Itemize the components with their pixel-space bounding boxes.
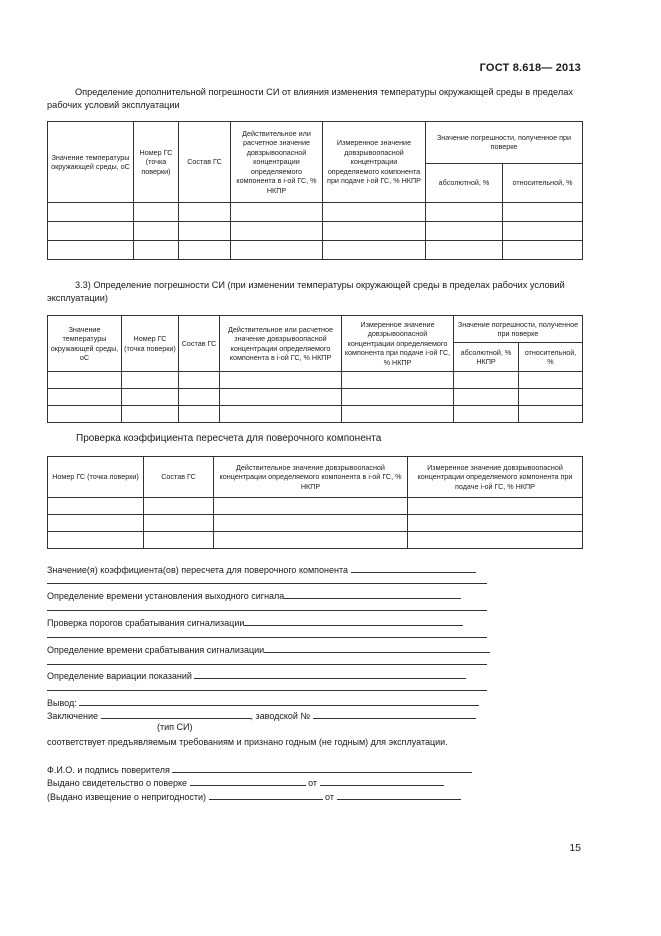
alarm-thresholds-label: Проверка порогов срабатывания сигнализации	[47, 618, 245, 628]
verdict-label: Заключение	[47, 711, 98, 721]
verifier-label: Ф.И.О. и подпись поверителя	[47, 765, 170, 775]
verifier-line	[47, 763, 472, 775]
col-error-header: Значение погрешности, полученное при поверке	[454, 316, 583, 343]
conclusion-input[interactable]	[79, 696, 479, 706]
alarm-thresholds-line	[47, 616, 463, 628]
table-row	[48, 389, 583, 406]
output-time-input[interactable]	[284, 589, 461, 599]
blank-line[interactable]	[47, 664, 487, 665]
col-measured-header: Измеренное значение довзрывоопасной концентрации определяемого компонента при подаче i-ой ГС, % НКПР	[342, 316, 454, 372]
blank-line[interactable]	[47, 583, 487, 584]
serial-number-input[interactable]	[313, 709, 476, 719]
col-measured-header: Измеренное значение довзрывоопасной концентрации определяемого компонента при подаче i-ой ГС, % НКПР	[323, 122, 426, 203]
notice-label: (Выдано извещение о непригодности)	[47, 792, 207, 802]
conclusion-label: Вывод:	[47, 698, 77, 708]
col-gs-number-header: Номер ГС (точка поверки)	[134, 122, 179, 203]
notice-line	[47, 790, 461, 802]
instrument-type-input[interactable]	[101, 709, 251, 719]
output-time-line	[47, 589, 461, 601]
col-gs-composition-header: Состав ГС	[179, 122, 231, 203]
verdict-line	[47, 709, 476, 721]
serial-label: , заводской №	[250, 711, 311, 721]
alarm-time-line	[47, 643, 490, 655]
variation-line	[47, 669, 466, 681]
working-conditions-error-table	[47, 315, 583, 423]
coef-input[interactable]	[351, 563, 476, 573]
table-row	[48, 498, 583, 515]
variation-label: Определение вариации показаний	[47, 671, 192, 681]
coef-line	[47, 563, 476, 575]
table-row	[48, 372, 583, 389]
table-row	[48, 515, 583, 532]
table-row	[48, 241, 583, 260]
col-actual-header: Действительное или расчетное значение довзрывоопасной концентрации определяемого компонента в i-ой ГС, % НКПР	[220, 316, 342, 372]
table-row	[48, 203, 583, 222]
type-hint: (тип СИ)	[157, 722, 193, 732]
compliance-text: соответствует предъявляемым требованиям и признано годным (не годным) для эксплуатации.	[47, 737, 448, 747]
certificate-line	[47, 776, 444, 788]
alarm-time-input[interactable]	[264, 643, 490, 653]
conversion-coefficient-table	[47, 456, 583, 549]
col-temp-header: Значение температуры окружающей среды, оС	[48, 316, 122, 372]
document-header: ГОСТ 8.618— 2013	[479, 62, 581, 74]
variation-input[interactable]	[194, 669, 466, 679]
col-error-header: Значение погрешности, полученное при поверке	[426, 122, 583, 164]
table-row	[48, 222, 583, 241]
notice-number-input[interactable]	[209, 790, 323, 800]
col-rel-header: относительной, %	[503, 163, 583, 203]
col-gs-number-header: Номер ГС (точка поверки)	[122, 316, 179, 372]
blank-line[interactable]	[47, 690, 487, 691]
conclusion-line	[47, 696, 479, 708]
alarm-thresholds-input[interactable]	[244, 616, 463, 626]
col-temp-header: Значение температуры окружающей среды, оС	[48, 122, 134, 203]
col-actual-header: Действительное значение довзрывоопасной концентрации определяемого компонента в i-ой ГС, % НКПР	[214, 457, 408, 498]
col-abs-header: абсолютной, %	[426, 163, 503, 203]
col-gs-number-header: Номер ГС (точка поверки)	[48, 457, 144, 498]
certificate-date-input[interactable]	[320, 776, 444, 786]
notice-date-input[interactable]	[337, 790, 461, 800]
certificate-label: Выдано свидетельство о поверке	[47, 778, 188, 788]
blank-line[interactable]	[47, 637, 487, 638]
alarm-time-label: Определение времени срабатывания сигнализации	[47, 645, 265, 655]
col-actual-header: Действительное или расчетное значение довзрывоопасной концентрации определяемого компонента в i-ой ГС, % НКПР	[231, 122, 323, 203]
from-label: от	[308, 778, 318, 788]
col-abs-header: абсолютной, % НКПР	[454, 343, 519, 372]
section3-title: Проверка коэффициента пересчета для поверочного компонента	[76, 433, 382, 444]
section2-title: 3.3) Определение погрешности СИ (при изменении температуры окружающей среды в пределах рабочих условий эксплуатации)	[47, 280, 565, 303]
coef-label: Значение(я) коэффициента(ов) пересчета для поверочного компонента	[47, 565, 349, 575]
section1-title: Определение дополнительной погрешности СИ от влияния изменения температуры окружающей среды в пределах рабочих условий эксплуатации	[47, 87, 573, 110]
col-measured-header: Измеренное значение довзрывоопасной концентрации определяемого компонента при подаче i-ой ГС, % НКПР	[408, 457, 583, 498]
temperature-error-table	[47, 121, 583, 260]
page-number: 15	[569, 842, 581, 854]
verifier-input[interactable]	[172, 763, 472, 773]
col-rel-header: относительной, %	[519, 343, 583, 372]
certificate-number-input[interactable]	[190, 776, 306, 786]
col-gs-composition-header: Состав ГС	[144, 457, 214, 498]
from-label: от	[325, 792, 334, 802]
col-gs-composition-header: Состав ГС	[179, 316, 220, 372]
output-time-label: Определение времени установления выходного сигнала	[47, 591, 285, 601]
table-row	[48, 406, 583, 423]
table-row	[48, 532, 583, 549]
blank-line[interactable]	[47, 610, 487, 611]
